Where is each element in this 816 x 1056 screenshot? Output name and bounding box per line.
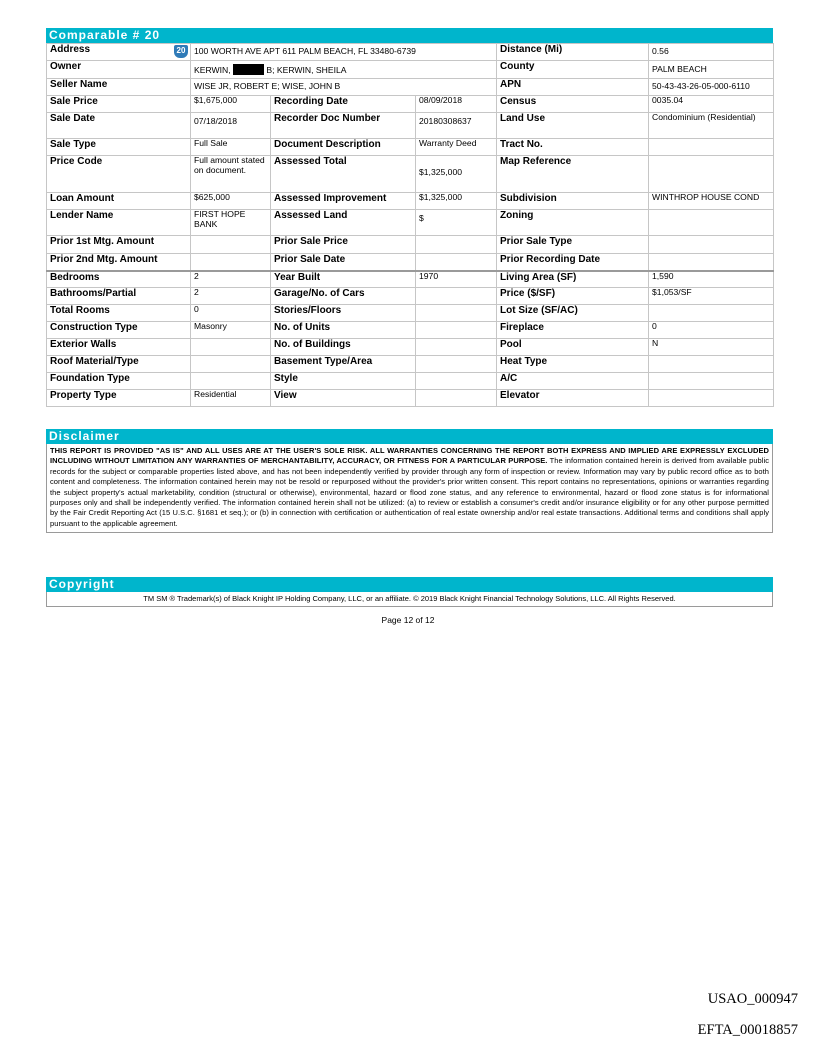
- table-row: [47, 193, 774, 210]
- zoning-label: Zoning: [497, 210, 649, 236]
- price-code-value: Full amount stated on document.: [191, 156, 271, 193]
- living-area-value: 1,590: [649, 271, 774, 288]
- assessed-improvement-value: $1,325,000: [416, 193, 497, 210]
- table-row: [47, 322, 774, 339]
- price-sf-value: $1,053/SF: [649, 288, 774, 305]
- price-sf-label: Price ($/SF): [497, 288, 649, 305]
- copyright-text: TM SM ® Trademark(s) of Black Knight IP Holding Company, LLC, or an affiliate. © 2019 Black Knight Financial Technology Solutions, LLC. All Rights Reserved.: [46, 592, 773, 607]
- elevator-label: Elevator: [497, 390, 649, 407]
- census-value: 0035.04: [649, 96, 774, 113]
- table-row: [47, 236, 774, 254]
- seller-value: WISE JR, ROBERT E; WISE, JOHN B: [191, 79, 497, 96]
- stories-label: Stories/Floors: [271, 305, 416, 322]
- recorder-doc-label: Recorder Doc Number: [271, 113, 416, 139]
- table-row: [47, 288, 774, 305]
- land-use-label: Land Use: [497, 113, 649, 139]
- comparable-title: Comparable # 20: [46, 28, 773, 43]
- garage-label: Garage/No. of Cars: [271, 288, 416, 305]
- address-value: 100 WORTH AVE APT 611 PALM BEACH, FL 33480-6739: [191, 44, 497, 61]
- disclaimer-body: [46, 444, 773, 533]
- construction-label: Construction Type: [47, 322, 191, 339]
- style-label: Style: [271, 373, 416, 390]
- fireplace-label: Fireplace: [497, 322, 649, 339]
- foundation-label: Foundation Type: [47, 373, 191, 390]
- county-value: PALM BEACH: [649, 61, 774, 79]
- sale-date-label: Sale Date: [47, 113, 191, 139]
- usao-stamp: USAO_000947: [707, 991, 798, 1007]
- map-ref-label: Map Reference: [497, 156, 649, 193]
- fireplace-value: 0: [649, 322, 774, 339]
- year-built-label: Year Built: [271, 271, 416, 288]
- heat-label: Heat Type: [497, 356, 649, 373]
- exterior-label: Exterior Walls: [47, 339, 191, 356]
- tract-label: Tract No.: [497, 139, 649, 156]
- construction-value: Masonry: [191, 322, 271, 339]
- assessed-land-value: $: [416, 210, 497, 236]
- property-type-label: Property Type: [47, 390, 191, 407]
- table-row: [47, 61, 774, 79]
- sale-type-value: Full Sale: [191, 139, 271, 156]
- subdivision-label: Subdivision: [497, 193, 649, 210]
- view-label: View: [271, 390, 416, 407]
- seller-label: Seller Name: [47, 79, 191, 96]
- total-rooms-label: Total Rooms: [47, 305, 191, 322]
- assessed-land-label: Assessed Land: [271, 210, 416, 236]
- property-type-value: Residential: [191, 390, 271, 407]
- distance-label: Distance (Mi): [497, 44, 649, 61]
- comparable-table: [46, 43, 774, 407]
- sale-price-label: Sale Price: [47, 96, 191, 113]
- disclaimer-bold-text: THIS REPORT IS PROVIDED "AS IS" AND ALL USES ARE AT THE USER'S SOLE RISK. ALL WARRANTIES CONCERNING THE REPORT BOTH EXPRESS AND IMPLIED ARE EXPRESSLY EXCLUDED INCLUDING WITHOUT LIMITATION ANY WARRANTIES OF MERCHANTABILITY, ACCURACY, OR FITNESS FOR A PARTICULAR PURPOSE.: [50, 446, 769, 466]
- table-row: [47, 339, 774, 356]
- table-row: [47, 271, 774, 288]
- lender-label: Lender Name: [47, 210, 191, 236]
- subdivision-value: WINTHROP HOUSE COND: [649, 193, 774, 210]
- prior-recording-date-label: Prior Recording Date: [497, 254, 649, 271]
- efta-stamp: EFTA_00018857: [697, 1022, 798, 1038]
- roof-label: Roof Material/Type: [47, 356, 191, 373]
- bathrooms-value: 2: [191, 288, 271, 305]
- assessed-improvement-label: Assessed Improvement: [271, 193, 416, 210]
- lender-value: FIRST HOPE BANK: [191, 210, 271, 236]
- map-ref-value: [649, 156, 774, 193]
- census-label: Census: [497, 96, 649, 113]
- land-use-value: Condominium (Residential): [649, 113, 774, 139]
- redaction-block: [233, 64, 264, 75]
- living-area-label: Living Area (SF): [497, 271, 649, 288]
- loan-amount-label: Loan Amount: [47, 193, 191, 210]
- pool-value: N: [649, 339, 774, 356]
- disclaimer-section: [46, 429, 773, 533]
- recording-date-label: Recording Date: [271, 96, 416, 113]
- sale-date-value: 07/18/2018: [191, 113, 271, 139]
- tract-value: [649, 139, 774, 156]
- sale-price-value: $1,675,000: [191, 96, 271, 113]
- price-code-label: Price Code: [47, 156, 191, 193]
- prior-sale-date-label: Prior Sale Date: [271, 254, 416, 271]
- bathrooms-label: Bathrooms/Partial: [47, 288, 191, 305]
- distance-value: 0.56: [649, 44, 774, 61]
- recorder-doc-value: 20180308637: [416, 113, 497, 139]
- bedrooms-value: 2: [191, 271, 271, 288]
- table-row: [47, 113, 774, 139]
- table-row: [47, 210, 774, 236]
- table-row: [47, 254, 774, 271]
- disclaimer-text: The information contained herein is derived from available public records for the subject or comparable properties listed above, and has not been independently verified by provider through any form of inspection or review. Information may vary by public record office as to both content and completeness. The information contained herein may not be resold or repurposed without the provider's prior written consent. This report contains no representations, opinions or warranties regarding the subject property's actual marketability, condition (structural or otherwise), environmental, hazard or flood zone status, and any reference to environmental, hazard or flood zone status is for informational purposes only and shall be independently verified. The information contained herein shall not be utilized: (a) to review or establish a consumer's credit and/or insurance eligibility or for any other purpose permitted by the Fair Credit Reporting Act (15 U.S.C. §1681 et seq.); or (b) in connection with certification or authentication of real estate ownership and/or real estate transactions. Additional terms and conditions shall apply pursuant to the applicable agreement.: [50, 456, 769, 528]
- basement-label: Basement Type/Area: [271, 356, 416, 373]
- lot-size-label: Lot Size (SF/AC): [497, 305, 649, 322]
- county-label: County: [497, 61, 649, 79]
- table-row: [47, 390, 774, 407]
- table-row: [47, 139, 774, 156]
- prior1-label: Prior 1st Mtg. Amount: [47, 236, 191, 254]
- copyright-section: [46, 577, 773, 607]
- assessed-total-label: Assessed Total: [271, 156, 416, 193]
- copyright-title: Copyright: [46, 577, 773, 592]
- bedrooms-label: Bedrooms: [47, 271, 191, 288]
- page-number: Page 12 of 12: [381, 615, 435, 625]
- doc-desc-value: Warranty Deed: [416, 139, 497, 156]
- table-row: [47, 305, 774, 322]
- assessed-total-value: $1,325,000: [416, 156, 497, 193]
- loan-amount-value: $625,000: [191, 193, 271, 210]
- buildings-label: No. of Buildings: [271, 339, 416, 356]
- table-row: [47, 44, 774, 61]
- units-label: No. of Units: [271, 322, 416, 339]
- doc-desc-label: Document Description: [271, 139, 416, 156]
- pool-label: Pool: [497, 339, 649, 356]
- table-row: [47, 156, 774, 193]
- disclaimer-title: Disclaimer: [46, 429, 773, 444]
- ac-label: A/C: [497, 373, 649, 390]
- table-row: [47, 96, 774, 113]
- table-row: [47, 373, 774, 390]
- table-row: [47, 356, 774, 373]
- apn-value: 50-43-43-26-05-000-6110: [649, 79, 774, 96]
- table-row: [47, 79, 774, 96]
- recording-date-value: 08/09/2018: [416, 96, 497, 113]
- prior2-label: Prior 2nd Mtg. Amount: [47, 254, 191, 271]
- owner-label: Owner: [47, 61, 191, 79]
- comparable-section: [46, 28, 773, 407]
- address-label: Address 20: [47, 44, 191, 61]
- year-built-value: 1970: [416, 271, 497, 288]
- owner-value: KERWIN, B; KERWIN, SHEILA: [191, 61, 497, 79]
- total-rooms-value: 0: [191, 305, 271, 322]
- prior-sale-price-label: Prior Sale Price: [271, 236, 416, 254]
- prior-sale-type-label: Prior Sale Type: [497, 236, 649, 254]
- apn-label: APN: [497, 79, 649, 96]
- zoning-value: [649, 210, 774, 236]
- map-pin-icon[interactable]: 20: [174, 45, 188, 58]
- sale-type-label: Sale Type: [47, 139, 191, 156]
